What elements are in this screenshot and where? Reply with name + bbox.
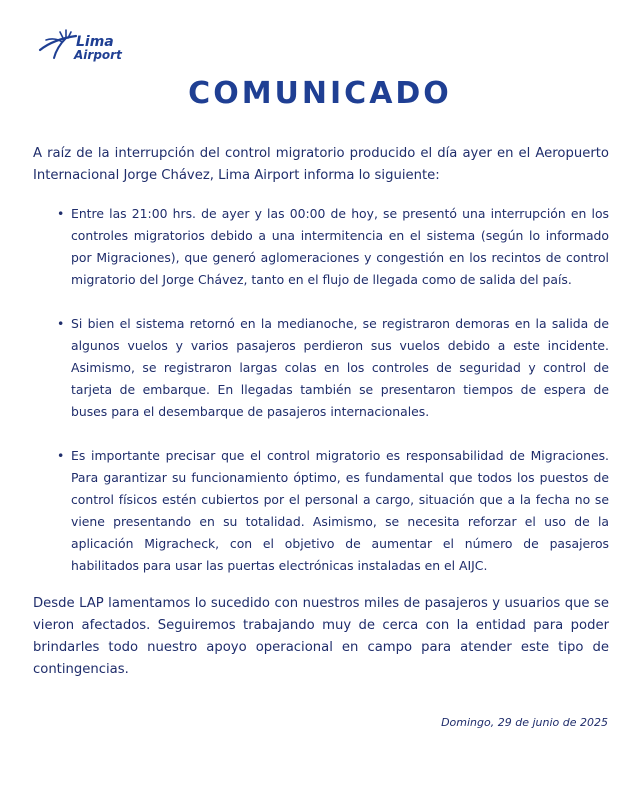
closing-paragraph: Desde LAP lamentamos lo sucedido con nuestros miles de pasajeros y usuarios que se vieron afectados. Seguiremos trabajando muy de cerca con la entidad para poder brindarles todo nuestro apoyo operacional en campo para atender este tipo de contingencias. <box>33 596 609 677</box>
logo-line-1: Lima <box>76 34 114 50</box>
logo-line-2: Airport <box>74 48 122 62</box>
bullet-item-1: • Entre las 21:00 hrs. de ayer y las 00:00 de hoy, se presentó una interrupción en los controles migratorios debido a una intermitencia en el sistema (según lo informado por Migraciones), que generó aglomeraciones y congestión en los recintos de control migratorio del Jorge Chávez, tanto en el flujo de llegada como de salida del país. <box>63 203 609 291</box>
bullet-item-3: • Es importante precisar que el control migratorio es responsabilidad de Migraciones. Para garantizar su funcionamiento óptimo, es fundamental que todos los puestos de control físicos estén cubiertos por el personal a cargo, situación que a la fecha no se viene presentando en su totalidad. Asimismo, se necesita reforzar el uso de la aplicación Migracheck, con el objetivo de aumentar el número de pasajeros habilitados para usar las puertas electrónicas instaladas en el AIJC. <box>63 445 609 577</box>
lima-airport-logo <box>36 28 126 78</box>
statement-body <box>33 143 609 681</box>
intro-paragraph: A raíz de la interrupción del control migratorio producido el día ayer en el Aeropuerto Internacional Jorge Chávez, Lima Airport informa lo siguiente: <box>33 146 609 183</box>
bullet-item-2: • Si bien el sistema retornó en la medianoche, se registraron demoras en la salida de algunos vuelos y varios pasajeros perdieron sus vuelos debido a este incidente. Asimismo, se registraron largas colas en los controles de seguridad y control de tarjeta de embarque. En llegadas también se presentaron tiempos de espera de buses para el desembarque de pasajeros internacionales. <box>63 313 609 423</box>
bullet-list <box>33 203 609 577</box>
page-title: COMUNICADO <box>188 76 452 111</box>
date-line: Domingo, 29 de junio de 2025 <box>441 716 608 729</box>
logo-wordmark <box>76 36 122 62</box>
